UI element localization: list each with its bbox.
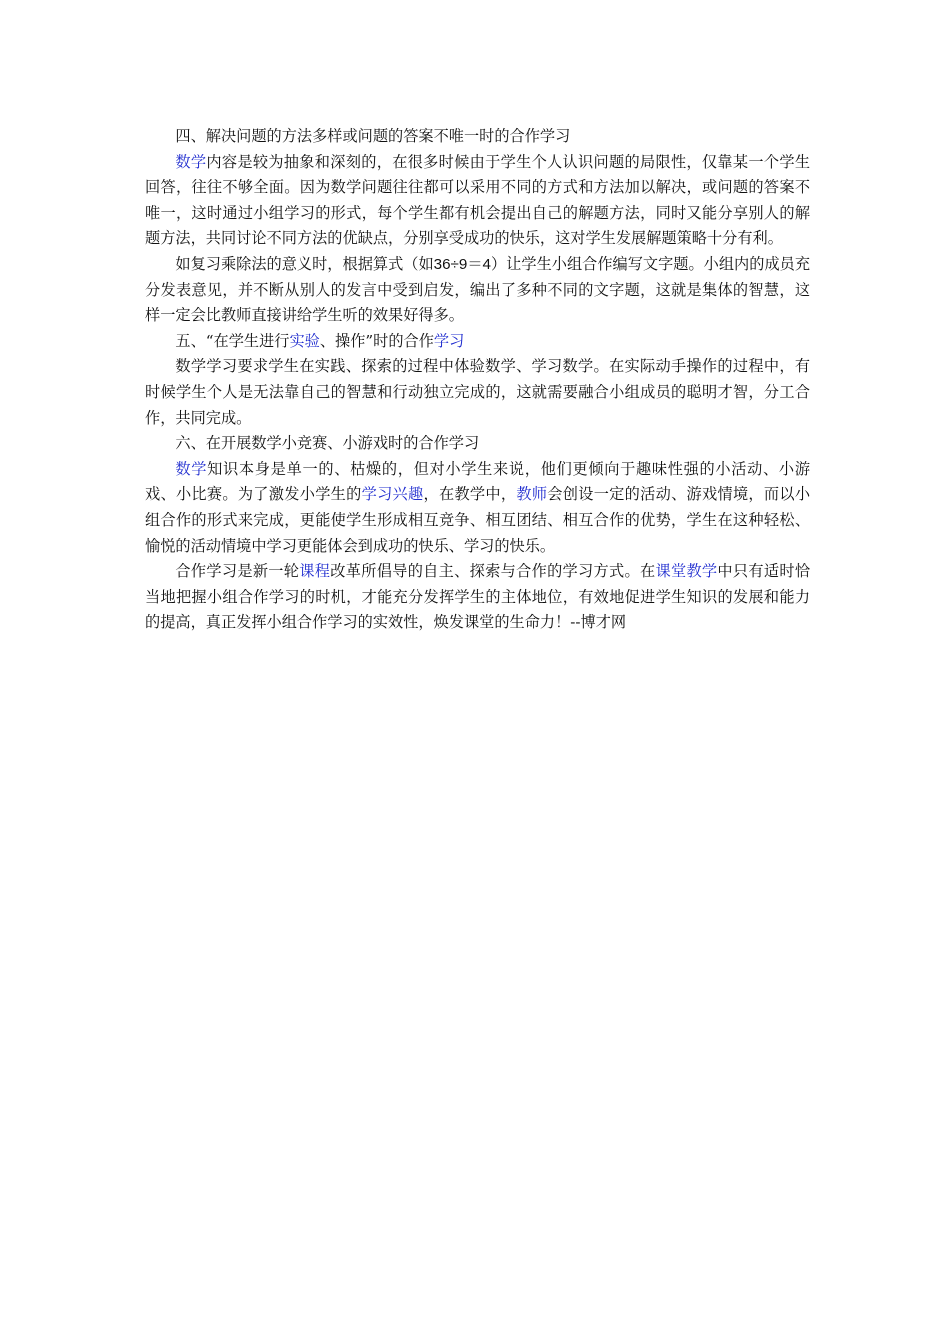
link-classroom-teaching[interactable]: 课堂教学 (655, 562, 718, 581)
paragraph-text: 知识本身是单一的、枯燥的，但对小学生来说，他们更倾向于趣味性强的小活动、小游戏、小比赛。为了激发小学生的 (145, 459, 811, 504)
paragraph-text: 改革所倡导的自主、探索与合作的学习方式。在 (330, 562, 656, 581)
section-5-paragraph-1: 数学学习要求学生在实践、探索的过程中体验数学、学习数学。在实际动手操作的过程中，有时候学生个人是无法靠自己的智慧和行动独立完成的，这就需要融合小组成员的聪明才智，分工合作，共同完成。 (145, 357, 810, 427)
source-credit: --博才网 (570, 613, 627, 632)
heading-text: 、操作”时的合作 (319, 331, 434, 350)
link-math[interactable]: 数学 (175, 152, 207, 171)
section-6-paragraph-1 (145, 457, 810, 559)
heading-text: 五、“在学生进行 (175, 331, 290, 350)
link-learning-interest[interactable]: 学习兴趣 (361, 485, 424, 504)
link-experiment[interactable]: 实验 (289, 331, 320, 350)
conclusion-paragraph (145, 559, 810, 636)
link-teacher[interactable]: 教师 (516, 485, 548, 504)
document-body (145, 124, 810, 636)
section-4-paragraph-1 (145, 150, 810, 252)
paragraph-text: 会创设一定的活动、游戏情境，而以小组合作的形式来完成，更能使学生形成相互竞争、相互团结、相互合作的优势，学生在这种轻松、愉悦的活动情境中学习更能体会到成功的快乐、学习的快乐。 (145, 485, 811, 555)
paragraph-text: 内容是较为抽象和深刻的，在很多时候由于学生个人认识问题的局限性，仅靠某一个学生回答，往往不够全面。因为数学问题往往都可以采用不同的方式和方法加以解决，或问题的答案不唯一，这时通过小组学习的形式，每个学生都有机会提出自己的解题方法，同时又能分享别人的解题方法，共同讨论不同方法的优缺点，分别享受成功的快乐，这对学生发展解题策略十分有利。 (145, 152, 811, 248)
link-curriculum[interactable]: 课程 (299, 562, 331, 581)
section-6-heading: 六、在开展数学小竞赛、小游戏时的合作学习 (175, 434, 480, 453)
paragraph-text: ，在教学中， (423, 485, 517, 504)
section-5-heading (145, 329, 810, 355)
formula: 36÷9＝4 (433, 255, 491, 273)
link-math[interactable]: 数学 (175, 459, 208, 478)
paragraph-text: 如复习乘除法的意义时，根据算式（如 (175, 254, 434, 273)
section-4-heading: 四、解决问题的方法多样或问题的答案不唯一时的合作学习 (175, 127, 571, 145)
paragraph-text: 中只有适时恰当地把握小组合作学习的时机，才能充分发挥学生的主体地位，有效地促进学生知识的发展和能力的提高，真正发挥小组合作学习的实效性，焕发课堂的生命力！ (145, 562, 811, 632)
paragraph-text: ）让学生小组合作编写文字题。小组内的成员充分发表意见，并不断从别人的发言中受到启发，编出了多种不同的文字题，这就是集体的智慧，这样一定会比教师直接讲给学生听的效果好得多。 (145, 254, 811, 325)
paragraph-text: 合作学习是新一轮 (175, 562, 300, 581)
link-learning[interactable]: 学习 (433, 331, 465, 350)
section-4-paragraph-2 (145, 252, 810, 329)
